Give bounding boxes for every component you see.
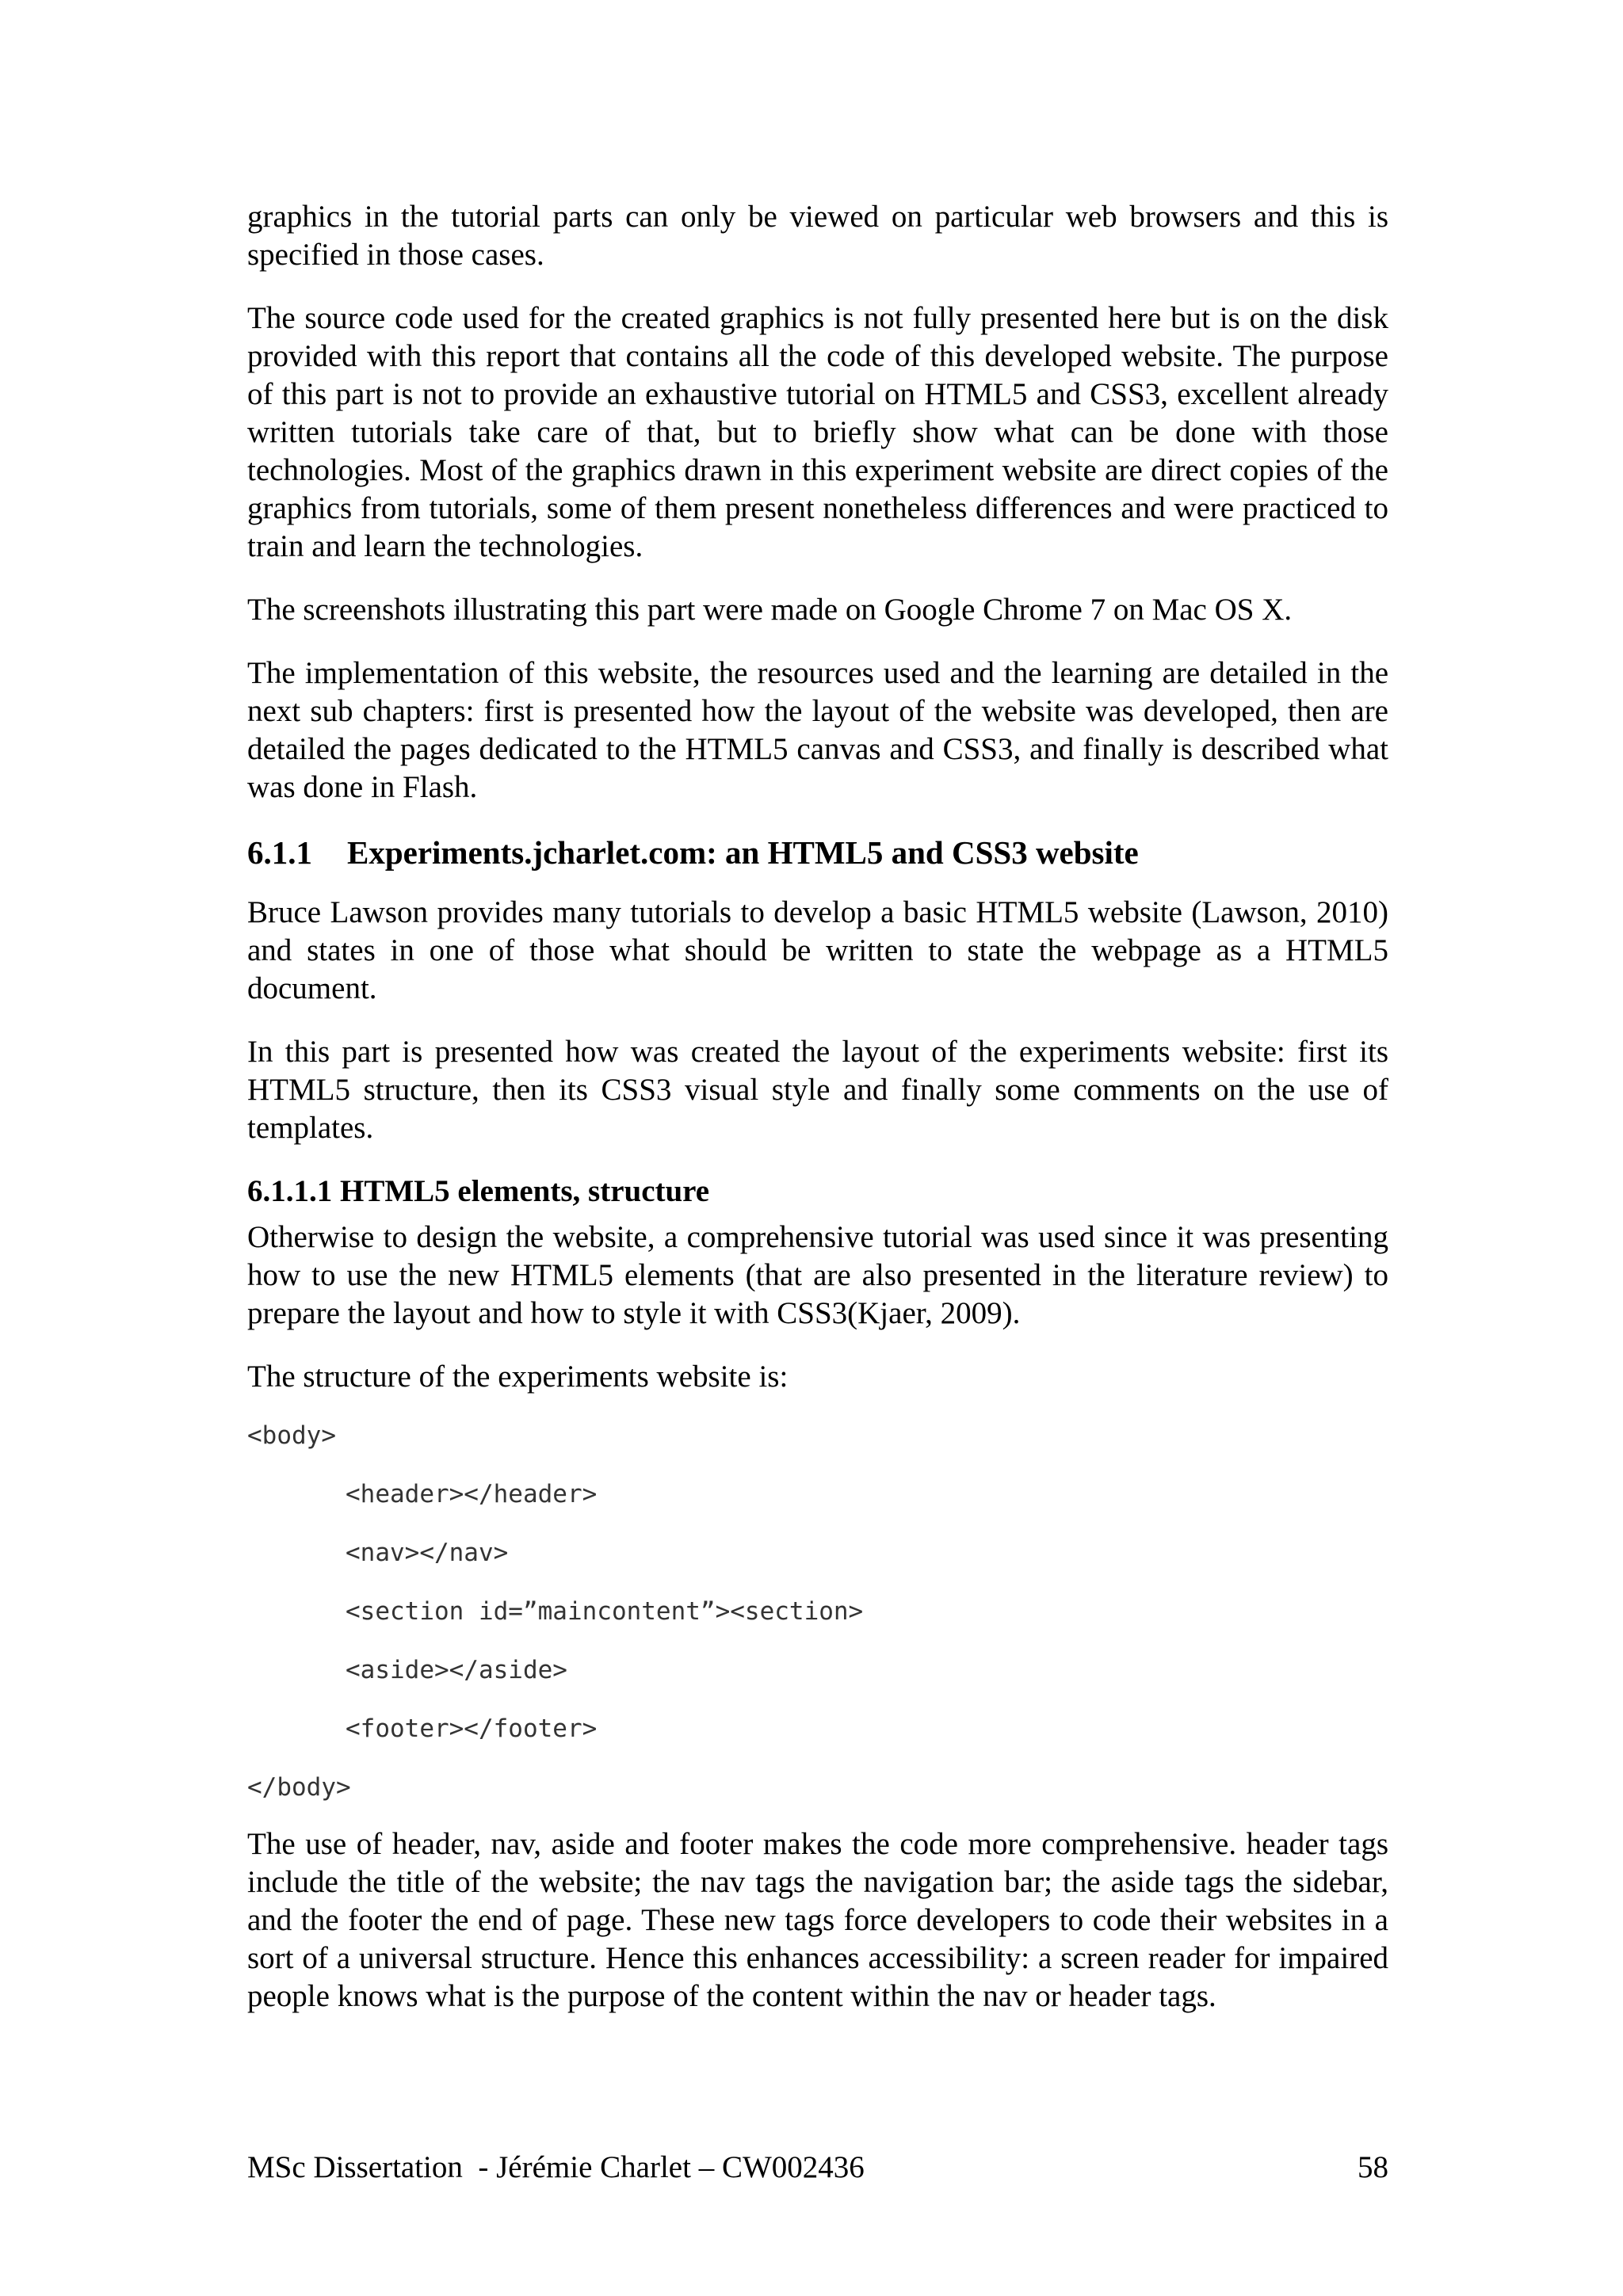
section-heading	[247, 832, 1388, 873]
code-line-aside: <aside></aside>	[346, 1656, 567, 1684]
page-content	[247, 198, 1388, 2041]
footer-author: MSc Dissertation - Jérémie Charlet – CW002436	[247, 2150, 865, 2184]
code-line-body-open: <body>	[247, 1421, 336, 1450]
code-line-nav: <nav></nav>	[346, 1539, 509, 1567]
paragraph-screenshots: The screenshots illustrating this part were made on Google Chrome 7 on Mac OS X.	[247, 593, 1293, 627]
code-line-body-close: </body>	[247, 1773, 351, 1802]
subsection-heading: 6.1.1.1 HTML5 elements, structure	[247, 1174, 710, 1208]
section-number: 6.1.1	[247, 834, 312, 871]
code-line-section: <section id=”maincontent”><section>	[346, 1597, 864, 1626]
section-title: Experiments.jcharlet.com: an HTML5 and CSS3 website	[347, 834, 1139, 871]
page-number: 58	[1358, 2150, 1388, 2184]
paragraph-source-code: The source code used for the created graphics is not fully presented here but is on the disk provided with this report that contains all the code of this developed website. The purpose of this part is not to provide an exhaustive tutorial on HTML5 and CSS3, excellent already written tutorials take care of that, but to briefly show what can be done with those technologies. Most of the graphics drawn in this experiment website are direct copies of the graphics from tutorials, some of them present nonetheless differences and were practiced to train and learn the technologies.	[247, 301, 1388, 563]
paragraph-lawson: Bruce Lawson provides many tutorials to develop a basic HTML5 website (Lawson, 2010) and states in one of those what should be written to state the webpage as a HTML5 document.	[247, 895, 1388, 1005]
code-line-footer: <footer></footer>	[346, 1714, 598, 1743]
page-footer	[247, 2149, 1388, 2187]
paragraph-layout-intro: In this part is presented how was created the layout of the experiments website: first its HTML5 structure, then its CSS3 visual style and finally some comments on the use of templates.	[247, 1035, 1388, 1145]
paragraph-implementation: The implementation of this website, the resources used and the learning are detailed in the next sub chapters: first is presented how the layout of the website was developed, then are detailed the pages dedicated to the HTML5 canvas and CSS3, and finally is described what was done in Flash.	[247, 656, 1388, 804]
code-block	[247, 1421, 1388, 1802]
paragraph-tutorial: Otherwise to design the website, a comprehensive tutorial was used since it was presenting how to use the new HTML5 elements (that are also presented in the literature review) to prepare the layout and how to style it with CSS3(Kjaer, 2009).	[247, 1220, 1388, 1330]
paragraph-structure-intro: The structure of the experiments website is:	[247, 1360, 789, 1394]
paragraph-semantic-tags: The use of header, nav, aside and footer makes the code more comprehensive. header tags include the title of the website; the nav tags the navigation bar; the aside tags the sidebar, and the footer the end of page. These new tags force developers to code their websites in a sort of a universal structure. Hence this enhances accessibility: a screen reader for impaired people knows what is the purpose of the content within the nav or header tags.	[247, 1827, 1388, 2013]
code-line-header: <header></header>	[346, 1480, 598, 1508]
paragraph-browser-note: graphics in the tutorial parts can only be viewed on particular web browsers and this is specified in those cases.	[247, 200, 1388, 272]
